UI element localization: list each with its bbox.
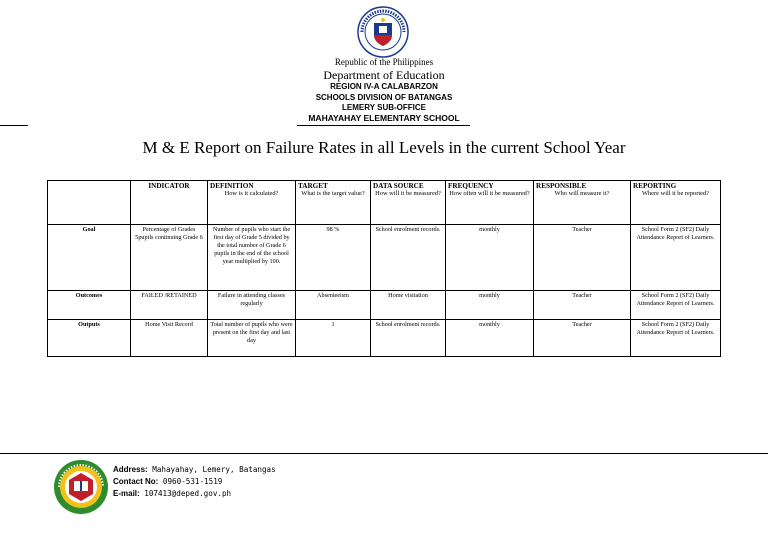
header-subtitle: Who will measure it? [554, 190, 610, 197]
header-cell-indicator [131, 181, 208, 225]
email-line [113, 489, 231, 498]
header-cell-definition [208, 181, 296, 225]
division-line: SCHOOLS DIVISION OF BATANGAS [315, 93, 453, 102]
data-source-cell: School enrolment records. [371, 225, 446, 291]
header-subtitle: Where will it be reported? [641, 190, 710, 197]
header-cell-reporting [631, 181, 721, 225]
target-cell: Absenteeism [296, 291, 371, 320]
header-title: RESPONSIBLE [536, 182, 587, 190]
header-subtitle: How will it be measured? [375, 190, 441, 197]
responsible-cell: Teacher [534, 225, 631, 291]
responsible-cell: Teacher [534, 291, 631, 320]
frequency-cell: monthly [446, 225, 534, 291]
region-line: REGION IV-A CALABARZON [330, 82, 438, 91]
indicator-cell: FAILED /RETAINED [131, 291, 208, 320]
contact-line [113, 477, 222, 486]
header-title: REPORTING [633, 182, 677, 190]
department-line: Department of Education [323, 68, 445, 82]
address-line [113, 465, 276, 474]
school-logo [53, 459, 109, 515]
header-cell-frequency [446, 181, 534, 225]
table-row-outputs [48, 320, 721, 357]
school-name-line: MAHAYAHAY ELEMENTARY SCHOOL [308, 113, 460, 123]
contact-label: Contact No: [113, 477, 159, 486]
table-header-row [48, 181, 721, 225]
deped-seal-logo [357, 6, 409, 58]
address-label: Address: [113, 465, 148, 474]
frequency-cell: monthly [446, 320, 534, 357]
reporting-cell: School Form 2 (SF2) Daily Attendance Report of Learners. [631, 291, 721, 320]
header-cell-target [296, 181, 371, 225]
contact-value: 0960-531-1519 [162, 477, 223, 486]
definition-cell: Number of pupils who start the first day of Grade 5 divided by the total number of Grade 6 pupils in the end of the school year multiplied by 100. [208, 225, 296, 291]
definition-cell: Total number of pupils who were present on the first day and last day [208, 320, 296, 357]
header-subtitle: What is the target value? [301, 190, 365, 197]
mne-table [47, 180, 721, 357]
reporting-cell: School Form 2 (SF2) Daily Attendance Report of Learners. [631, 320, 721, 357]
email-value[interactable]: 107413@deped.gov.ph [144, 489, 232, 498]
row-label: Goal [48, 225, 131, 291]
indicator-cell: Percentage of Grades 5pupils continuing Grade 6 [131, 225, 208, 291]
header-cell-blank [48, 181, 131, 225]
header-title: INDICATOR [148, 182, 190, 190]
row-label: Outputs [48, 320, 131, 357]
header-rule-center [297, 125, 470, 126]
responsible-cell: Teacher [534, 320, 631, 357]
header-title: FREQUENCY [448, 182, 494, 190]
table-row-goal [48, 225, 721, 291]
row-label: Outcomes [48, 291, 131, 320]
data-source-cell: Home visitation [371, 291, 446, 320]
target-cell: 1 [296, 320, 371, 357]
header-rule-left [0, 125, 28, 126]
indicator-cell: Home Visit Record [131, 320, 208, 357]
target-cell: 98 % [296, 225, 371, 291]
sub-office-line: LEMERY SUB-OFFICE [341, 103, 426, 112]
data-source-cell: School enrolment records. [371, 320, 446, 357]
header-cell-data-source [371, 181, 446, 225]
header-title: TARGET [298, 182, 328, 190]
definition-cell: Failure in attending classes regularly [208, 291, 296, 320]
reporting-cell: School Form 2 (SF2) Daily Attendance Report of Learners. [631, 225, 721, 291]
table-row-outcomes [48, 291, 721, 320]
header-subtitle: How often will it be measured? [449, 190, 530, 197]
email-label: E-mail: [113, 489, 140, 498]
header-subtitle: How is it calculated? [224, 190, 279, 197]
frequency-cell: monthly [446, 291, 534, 320]
report-title: M & E Report on Failure Rates in all Levels in the current School Year [142, 138, 626, 157]
footer-rule [0, 453, 768, 454]
address-value: Mahayahay, Lemery, Batangas [152, 465, 276, 474]
header-title: DEFINITION [210, 182, 254, 190]
republic-line: Republic of the Philippines [334, 57, 434, 67]
header-title: DATA SOURCE [373, 182, 424, 190]
header-cell-responsible [534, 181, 631, 225]
